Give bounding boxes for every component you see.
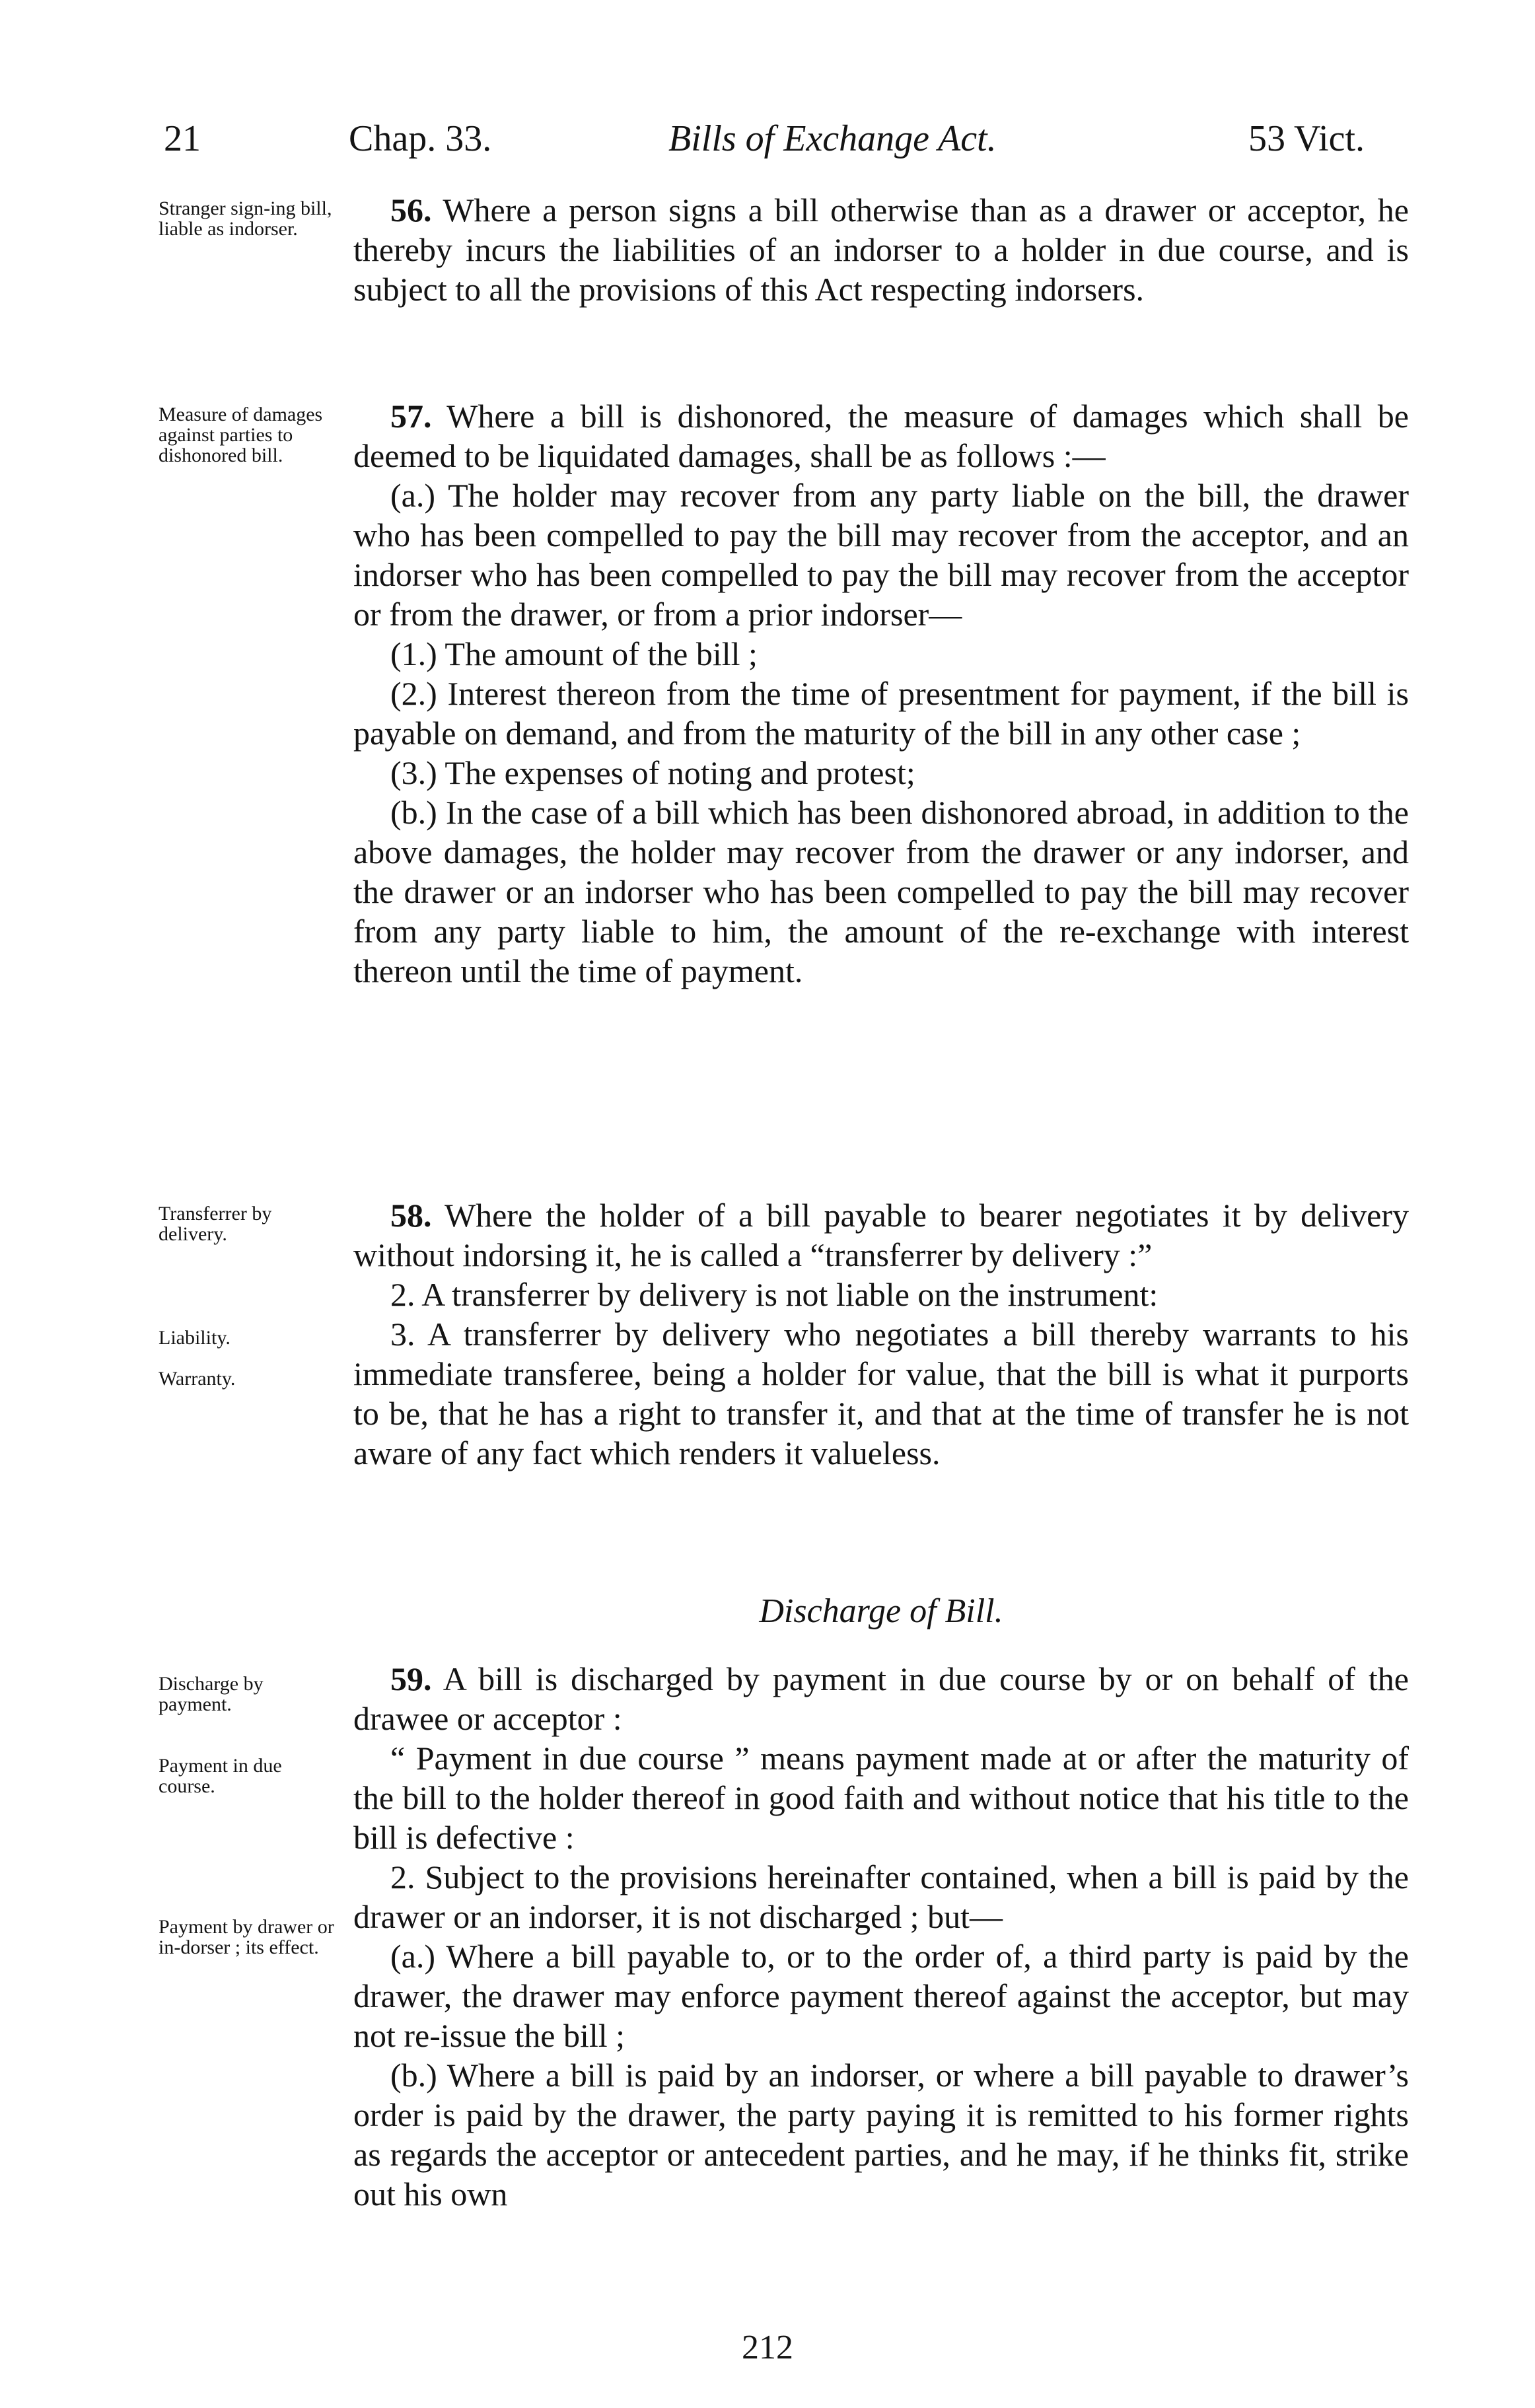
list-item: (3.) The expenses of noting and protest; bbox=[390, 754, 915, 791]
marginal-note: Transferrer by delivery. bbox=[159, 1203, 272, 1245]
list-item: (1.) The amount of the bill ; bbox=[390, 635, 758, 672]
subsection-paragraph: 2. A transferrer by delivery is not liable on the instrument: bbox=[390, 1276, 1159, 1313]
header-page-number: 21 bbox=[164, 118, 201, 159]
folio-number: 212 bbox=[742, 2329, 793, 2366]
subsection-paragraph: 3. A transferrer by delivery who negotiates a bill thereby warrants to his immediate transferee, being a holder for value, that the bill is what it purports to be, that he has a right to transfer it, and that at the time of transfer he is not aware of any fact which renders it valueless. bbox=[353, 1316, 1409, 1471]
header-regnal-year: 53 Vict. bbox=[1248, 118, 1365, 159]
subsection-paragraph: 2. Subject to the provisions hereinafter contained, when a bill is paid by the drawer or an indorser, it is not discharged ; but— bbox=[353, 1859, 1409, 1935]
section-heading: Discharge of Bill. bbox=[759, 1592, 1003, 1630]
subsection-paragraph: (b.) In the case of a bill which has been dishonored abroad, in addition to the above damages, the holder may recover from the drawer or any indorser, and the drawer or an indorser who has been compelled to pay the bill may recover from any party liable to him, the amount of the re-exchange with interest thereon until the time of payment. bbox=[353, 794, 1409, 989]
marginal-note: Warranty. bbox=[159, 1368, 236, 1390]
section-paragraph: 58. Where the holder of a bill payable to bearer negotiates it by delivery without indorsing it, he is called a “transferrer by delivery :” bbox=[353, 1197, 1409, 1273]
section-paragraph: 57. Where a bill is dishonored, the measure of damages which shall be deemed to be liquidated damages, shall be as follows :— bbox=[353, 398, 1409, 474]
marginal-note: Liability. bbox=[159, 1327, 231, 1349]
subsection-paragraph: (a.) The holder may recover from any party liable on the bill, the drawer who has been compelled to pay the bill may recover from the acceptor, and an indorser who has been compelled to pay the bill may recover from the acceptor or from the drawer, or from a prior indorser— bbox=[353, 477, 1409, 633]
section-body bbox=[353, 1195, 1409, 1473]
marginal-note: Payment in due course. bbox=[159, 1755, 282, 1797]
section-number: 58. bbox=[390, 1197, 432, 1234]
header-chapter: Chap. 33. bbox=[349, 118, 492, 159]
marginal-note: Stranger sign-ing bill, liable as indorser. bbox=[159, 197, 332, 240]
section-body bbox=[353, 190, 1409, 309]
section-body bbox=[353, 396, 1409, 991]
section-paragraph: 56. Where a person signs a bill otherwise than as a drawer or acceptor, he thereby incurs the liabilities of an indorser to a holder in due course, and is subject to all the provisions of this Act respecting indorsers. bbox=[353, 192, 1409, 308]
section-number: 59. bbox=[390, 1660, 432, 1697]
subsection-paragraph: (b.) Where a bill is paid by an indorser, or where a bill payable to drawer’s order is paid by the drawer, the party paying it is remitted to his former rights as regards the acceptor or antecedent parties, and he may, if he thinks fit, strike out his own bbox=[353, 2057, 1409, 2213]
section-paragraph: 59. A bill is discharged by payment in due course by or on behalf of the drawee or acceptor : bbox=[353, 1660, 1410, 1737]
list-item: (2.) Interest thereon from the time of presentment for payment, if the bill is payable on demand, and from the maturity of the bill in any other case ; bbox=[353, 675, 1409, 752]
section-body bbox=[353, 1659, 1409, 2214]
subsection-paragraph: (a.) Where a bill payable to, or to the order of, a third party is paid by the drawer, the drawer may enforce payment thereof against the acceptor, but may not re-issue the bill ; bbox=[353, 1938, 1409, 2054]
marginal-note: Measure of damages against parties to dishonored bill. bbox=[159, 404, 323, 466]
section-number: 56. bbox=[390, 192, 432, 229]
marginal-note: Payment by drawer or in-dorser ; its effect. bbox=[159, 1916, 334, 1958]
subsection-paragraph: “ Payment in due course ” means payment made at or after the maturity of the bill to the holder thereof in good faith and without notice that his title to the bill is defective : bbox=[353, 1740, 1409, 1856]
section-number: 57. bbox=[390, 398, 432, 435]
header-title: Bills of Exchange Act. bbox=[668, 118, 997, 159]
marginal-note: Discharge by payment. bbox=[159, 1673, 264, 1715]
running-header bbox=[0, 118, 1535, 177]
